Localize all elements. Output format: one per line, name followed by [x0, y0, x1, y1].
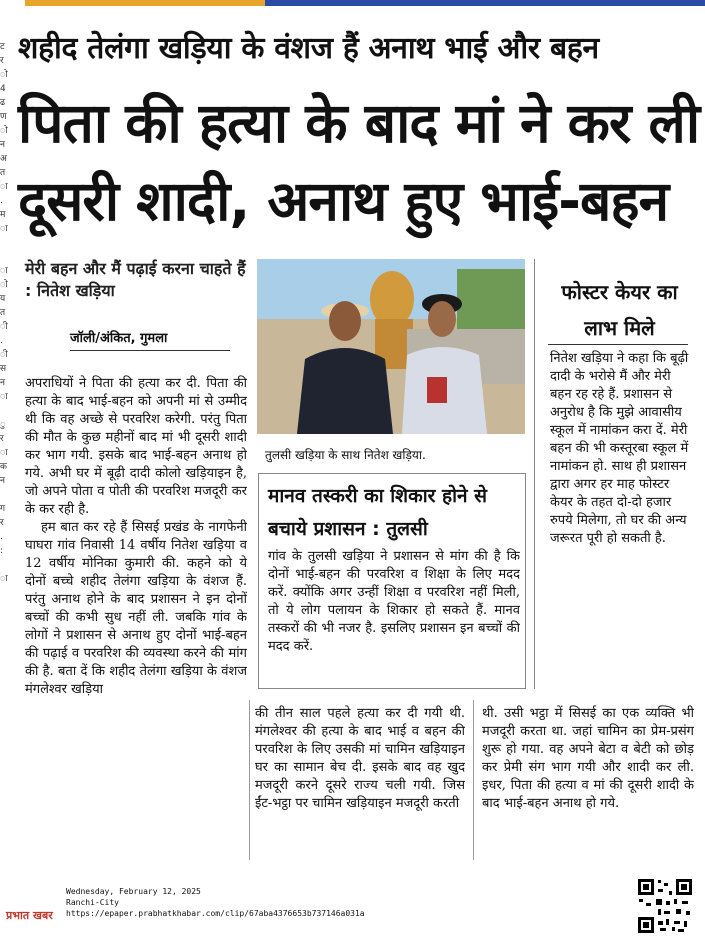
right-column-title: फोस्टर केयर का लाभ मिले: [561, 280, 678, 340]
subheadline: मेरी बहन और मैं पढ़ाई करना चाहते हैं : नितेश खड़िया: [25, 259, 246, 300]
top-accent-bar-orange: [25, 0, 270, 6]
news-photo: [257, 259, 525, 434]
qr-code[interactable]: [636, 877, 694, 935]
clip-metadata: [66, 886, 365, 919]
column-divider: [473, 700, 474, 860]
article-column-3: थी. उसी भट्ठा में सिसई का एक व्यक्ति भी मजदूरी करता था. जहां चामिन का प्रेम-प्रसंग शुरू हो गया. वह अपने बेटा व बेटी को छोड़ कर प्रेमी संग भाग गयी और शादी कर ली. इधर, पिता की हत्या व मां की दूसरी शादी के बाद भाई-बहन अनाथ हो गये.: [482, 706, 694, 811]
adjacent-column-fragment: ट र ो 4 ढ ण ो न अ त ा . म ा ा ो य त ी . ी स न ा ु र ा क न ग र . : ा: [0, 42, 8, 584]
article-column-1: [25, 375, 247, 855]
clip-date: Wednesday, February 12, 2025: [66, 887, 201, 896]
main-headline: पिता की हत्या के बाद मां ने कर ली दूसरी शादी, अनाथ हुए भाई-बहन: [18, 91, 700, 233]
right-title-rule: [548, 344, 688, 345]
photo-caption: तुलसी खड़िया के साथ नितेश खड़िया.: [265, 448, 426, 462]
byline: जॉली/अंकित, गुमला: [70, 331, 168, 346]
photo-illustration: [257, 259, 525, 434]
kicker-headline: शहीद तेलंगा खड़िया के वंशज हैं अनाथ भाई और बहन: [18, 31, 599, 66]
byline-underline: [70, 350, 230, 351]
top-accent-bar-blue: [265, 0, 705, 6]
right-column-body: नितेश खड़िया ने कहा कि बूढ़ी दादी के भरोसे मैं और मेरी बहन रह रहे हैं. प्रशासन से अनुरोध है कि मुझे आवासीय स्कूल में नामांकन करा दें. मेरी बहन की भी कस्तूरबा स्कूल में नामांकन हो. साथ ही प्रशासन द्वारा अगर हर माह फोस्टर केयर के तहत दो-दो हजार रुपये मिलेगा, तो घर की अन्य जरूरत पूरी हो सकती है.: [550, 351, 689, 546]
qr-code-icon: [636, 877, 694, 935]
paragraph: हम बात कर रहे हैं सिसई प्रखंड के नागफेनी घाघरा गांव निवासी 14 वर्षीय नितेश खड़िया व 12 वर्षीय मोनिका कुमारी की. कहने को ये दोनों बच्चे शहीद तेलंगा खड़िया के वंशज हैं. परंतु अनाथ होने के बाद प्रशासन ने इन दोनों बच्चों की कभी सुध नहीं ली. जबकि गांव के लोगों ने प्रशासन से अनाथ हुए दोनों भाई-बहन की पढ़ाई व परवरिश की व्यवस्था करने की मांग की है. बता दें कि शहीद तेलंगा खड़िया के वंशज मंगलेश्वर खड़िया: [25, 520, 247, 697]
sidebar-box-body: गांव के तुलसी खड़िया ने प्रशासन से मांग की है कि दोनों भाई-बहन की परवरिश व शिक्षा के लिए मदद करें. क्योंकि अगर उन्हीं शिक्षा व परवरिश नहीं मिली, तो ये लोग पलायन के शिकार हो सकते हैं. मानव तस्करों की भी नजर है. इसलिए प्रशासन इन बच्चों की मदद करें.: [268, 549, 520, 654]
paragraph: अपराधियों ने पिता की हत्या कर दी. पिता की हत्या के बाद भाई-बहन को अपनी मां से उम्मीद थी कि वह अच्छे से परवरिश करेगी. परंतु पिता की मौत के कुछ महीनों बाद मां भी दूसरी शादी कर भाग गयी. इसके बाद भाई-बहन अनाथ हो गये. अभी घर में बूढ़ी दादी कोलो खड़ियाइन है, जो अपने पोता व पोती की परवरिश मजदूरी कर के कर रही है.: [25, 376, 247, 517]
clip-url[interactable]: https://epaper.prabhatkhabar.com/clip/67aba4376653b737146a031a: [66, 909, 365, 918]
article-column-2: की तीन साल पहले हत्या कर दी गयी थी. मंगलेश्वर की हत्या के बाद भाई व बहन की परवरिश के लिए उसकी मां चामिन खड़ियाइन घर का सामान बेच दी. इसके बाद वह खुद मजदूरी करने दूसरे राज्य चली गयी. जिस ईंट-भट्ठा पर चामिन खड़ियाइन मजदूरी करती: [255, 706, 465, 811]
clip-edition: Ranchi-City: [66, 898, 119, 907]
sidebar-box-title: मानव तस्करी का शिकार होने से बचाये प्रशासन : तुलसी: [268, 485, 488, 540]
column-divider: [249, 700, 250, 860]
publisher-logo: प्रभात खबर: [6, 909, 53, 922]
